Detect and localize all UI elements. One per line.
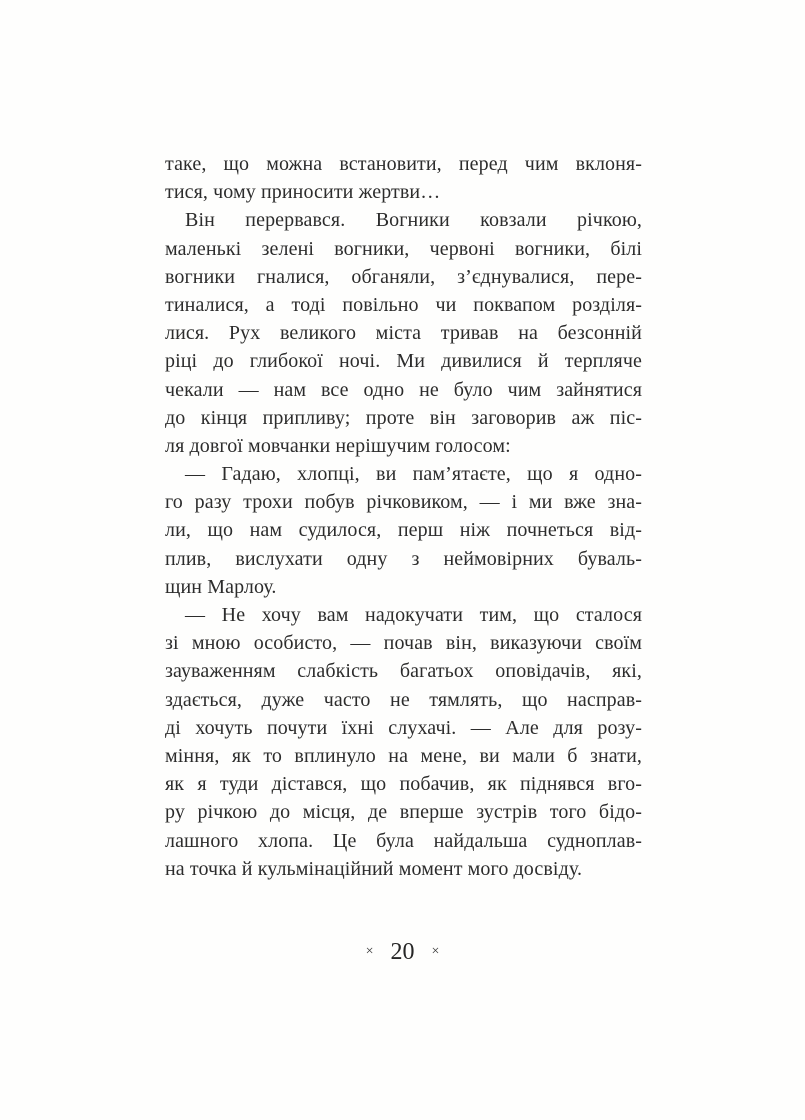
text-line: здається, дуже часто не тямлять, що насправ- (165, 688, 642, 711)
text-line: — Гадаю, хлопці, ви пам’ятаєте, що я одно- (185, 463, 642, 486)
text-line: Він перервався. Вогники ковзали річкою, (185, 209, 642, 232)
text-line: міння, як то вплинуло на мене, ви мали б знати, (165, 744, 642, 767)
text-line: чекали — нам все одно не було чим зайнятися (165, 378, 642, 401)
folio-marker-right: × (431, 944, 440, 959)
text-line: ру річкою до місця, де вперше зустрів того бідо- (165, 801, 642, 824)
text-line: ли, що нам судилося, перш ніж почнеться від- (165, 519, 642, 542)
paragraph (165, 206, 642, 460)
text-line: лашного хлопа. Це була найдальша судноплав- (165, 829, 642, 852)
text-line: на точка й кульмінаційний момент мого досвіду. (165, 857, 583, 880)
text-line: зі мною особисто, — почав він, виказуючи своїм (165, 632, 642, 655)
page-text (165, 150, 642, 883)
page-footer (0, 936, 805, 968)
text-line: таке, що можна встановити, перед чим вклоня- (165, 153, 642, 175)
text-line: тися, чому приносити жертви… (165, 181, 441, 204)
text-line: ля довгої мовчанки нерішучим голосом: (165, 434, 511, 457)
text-line: — Не хочу вам надокучати тим, що сталося (185, 604, 642, 626)
text-line: до кінця припливу; проте він заговорив аж піс- (165, 406, 642, 429)
text-line: ріці до глибокої ночі. Ми дивилися й терпляче (165, 350, 642, 373)
text-line: плив, вислухати одну з неймовірних буваль- (165, 547, 642, 570)
page-number: 20 (390, 939, 415, 965)
text-line: лися. Рух великого міста тривав на безсонній (165, 322, 642, 345)
text-line: маленькі зелені вогники, червоні вогники, білі (165, 237, 642, 260)
text-line: го разу трохи побув річковиком, — і ми вже зна- (165, 491, 642, 514)
text-line: тиналися, а тоді повільно чи поквапом розділя- (165, 293, 642, 316)
text-line: щин Марлоу. (165, 575, 277, 598)
text-line: вогники гналися, обганяли, з’єднувалися, пере- (165, 265, 642, 288)
paragraph (165, 460, 642, 601)
text-line: зауваженням слабкість багатьох оповідачів, які, (165, 660, 642, 683)
paragraph (165, 601, 642, 883)
text-line: ді хочуть почути їхні слухачі. — Але для розу- (165, 716, 642, 739)
text-line: як я туди дістався, що побачив, як піднявся вго- (165, 773, 642, 796)
paragraph (165, 150, 642, 206)
folio-marker-left: × (365, 944, 374, 959)
